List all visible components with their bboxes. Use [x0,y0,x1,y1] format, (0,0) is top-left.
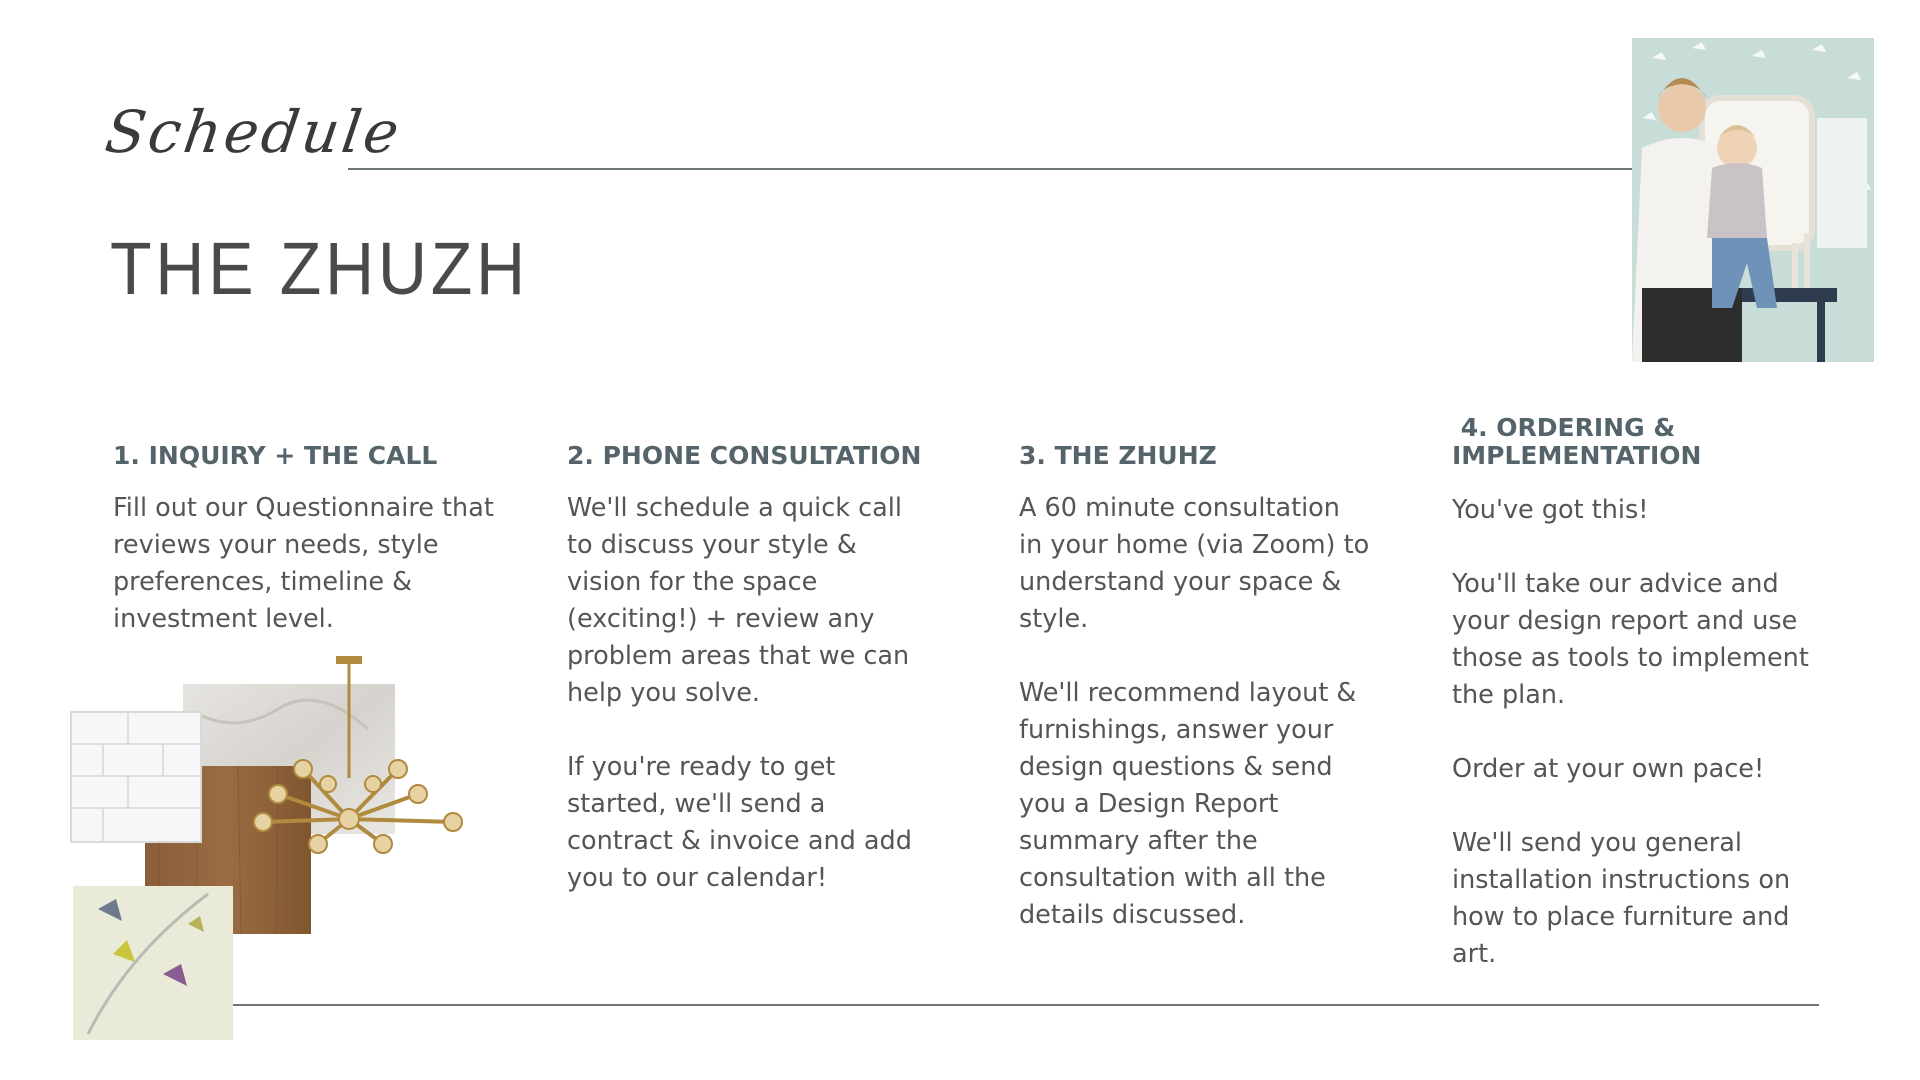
step-body: We'll schedule a quick call to discuss your style & vision for the space (exciting!) + review any problem areas that we can help you solve. If you're ready to get started, we'll send a contract & invoice and add you to our calendar! [567,493,912,893]
step-the-zhuzh [1019,414,1419,934]
designer-photo [1632,38,1874,362]
step-ordering [1452,414,1862,973]
step-heading: 1. INQUIRY + THE CALL [113,441,438,470]
step-heading: 2. PHONE CONSULTATION [567,441,922,470]
step-heading: 3. THE ZHUHZ [1019,441,1217,470]
step-body: You've got this! You'll take our advice and your design report and use those as tools to implement the plan. Order at your own pace! We'll send you general installation instructions on how to place furniture and art. [1452,495,1809,969]
script-title: Schedule [101,98,407,166]
step-body: A 60 minute consultation in your home (via Zoom) to understand your space & style. We'll recommend layout & furnishings, answer your design questions & send you a Design Report summary after the consultation with all the details discussed. [1019,493,1370,930]
step-inquiry [113,414,533,638]
step-body: Fill out our Questionnaire that reviews your needs, style preferences, timeline & investment level. [113,493,494,634]
bottom-divider [233,1004,1819,1006]
step-phone-consultation [567,414,967,897]
top-divider [348,168,1636,170]
step-heading: 4. ORDERING & IMPLEMENTATION [1452,413,1702,470]
page-title: THE ZHUZH [110,227,529,310]
moodboard-collage [68,654,478,1040]
